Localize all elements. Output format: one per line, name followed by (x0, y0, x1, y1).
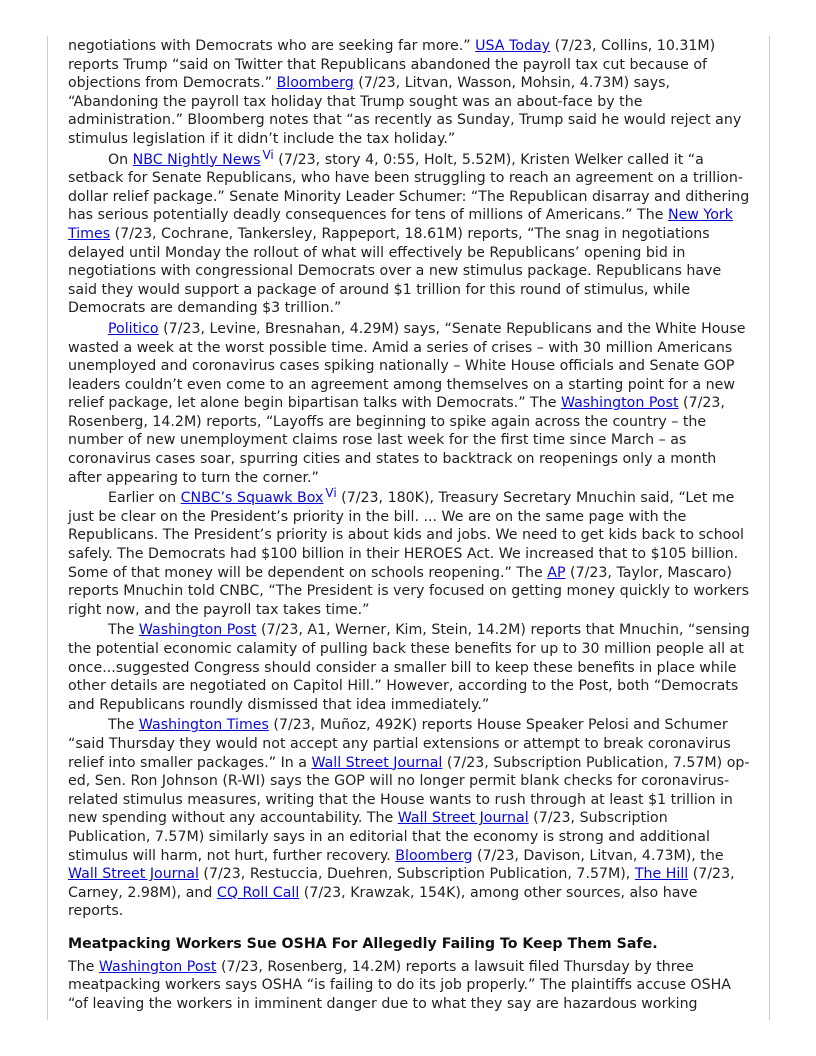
link-wall-street-journal[interactable]: Wall Street Journal (397, 810, 529, 827)
link-washington-post[interactable]: Washington Post (138, 622, 257, 639)
video-indicator-icon[interactable]: Vi (325, 486, 337, 501)
link-usa-today[interactable]: USA Today (475, 38, 551, 54)
link-ap[interactable]: AP (547, 564, 566, 581)
paragraph-meatpacking: The Washington Post (7/23, Rosenberg, 14.2M) reports a lawsuit filed Thursday by three meatpacking workers says OSHA “is failing to do its job properly.” The plaintiffs accuse OSHA “of leaving the workers in imminent danger due to what they say are hazardous working (68, 958, 731, 1012)
section-heading: Meatpacking Workers Sue OSHA For Allegedly Failing To Keep Them Safe. (68, 935, 658, 952)
paragraph-pelosi-schumer: The Washington Times (7/23, Muñoz, 492K) reports House Speaker Pelosi and Schumer “said Thursday they would not accept any partial extensions or attempt to break coronavirus relief into smaller packages.” In a Wall Street Journal (7/23, Subscription Publication, 7.57M) op-ed, Sen. Ron Johnson (R-WI) says the GOP will no longer permit blank checks for coronavirus-related stimulus measures, writing that the House wants to rush through at least $1 trillion in new spending without any accountability. The Wall Street Journal (7/23, Subscription Publication, 7.57M) similarly says in an editorial that the economy is strong and additional stimulus will harm, not hurt, further recovery. Bloomberg (7/23, Davison, Litvan, 4.73M), the Wall Street Journal (7/23, Restuccia, Duehren, Subscription Publication, 7.57M), The Hill (7/23, Carney, 2.98M), and CQ Roll Call (7/23, Krawzak, 154K), among other sources, also have reports. (68, 717, 750, 920)
link-washington-post[interactable]: Washington Post (560, 395, 679, 412)
link-cnbc-squawk-box[interactable]: CNBC’s Squawk Box (180, 490, 324, 507)
paragraph-mnuchin: The Washington Post (7/23, A1, Werner, Kim, Stein, 14.2M) reports that Mnuchin, “sensing the potential economic calamity of pulling back these benefits for up to 30 million people all at once...suggested Congress should consider a smaller bill to keep these benefits in place while other details are negotiated on Capitol Hill.” However, according to the Post, both “Democrats and Republicans roundly dismissed that idea immediately.” (68, 622, 750, 713)
link-washington-times[interactable]: Washington Times (138, 717, 269, 734)
link-new-york-times[interactable]: New York Times (68, 207, 733, 242)
video-indicator-icon[interactable]: Vi (262, 147, 274, 162)
paragraph-politico: Politico (7/23, Levine, Bresnahan, 4.29M) says, “Senate Republicans and the White House wasted a week at the worst possible time. Amid a series of crises – with 30 million Americans unemployed and coronavirus cases spiking nationally – White House officials and Senate GOP leaders couldn’t even come to an agreement among themselves on a starting point for a new relief package, let alone begin bipartisan talks with Democrats.” The Washington Post (7/23, Rosenberg, 14.2M) reports, “Layoffs are beginning to spike again across the country – the number of new unemployment claims rose last week for the first time since March – as coronavirus cases soar, spurring cities and states to backtrack on reopenings only a month after appearing to turn the corner.” (68, 320, 746, 486)
link-nbc-nightly-news[interactable]: NBC Nightly News (132, 151, 261, 168)
link-bloomberg[interactable]: Bloomberg (276, 75, 354, 92)
link-washington-post[interactable]: Washington Post (98, 958, 217, 975)
paragraph-nbc: On NBC Nightly News $^{Vi}$ (7/23, story 4, 0:55, Holt, 5.52M), Kristen Welker called it “a setback for Senate Republicans, who have been struggling to reach an agreement on a trillion-dollar relief package.” Senate Minority Leader Schumer: “The Republican disarray and dithering has serious potentially deadly consequences for tens of millions of Americans.” The New York Times (7/23, Cochrane, Tankersley, Rappeport, 18.61M) reports, “The snag in negotiations delayed until Monday the rollout of what will effectively be Republicans’ opening bid in negotiations with congressional Democrats over a new stimulus package. Republicans have said they would support a package of around $1 trillion for this round of stimulus, while Democrats are demanding $3 trillion.” (68, 147, 750, 317)
link-bloomberg[interactable]: Bloomberg (395, 847, 473, 864)
link-the-hill[interactable]: The Hill (634, 866, 689, 883)
paragraph-cnbc: Earlier on CNBC’s Squawk Box $^{Vi}$ (7/23, 180K), Treasury Secretary Mnuchin said, “Let me just be clear on the President’s priority in the bill. ... We are on the same page with the Republicans. The President’s priority is about kids and jobs. We need to get kids back to school safely. The Democrats had $100 billion in their HEROES Act. We increased that to $105 billion. Some of that money will be dependent on schools reopening.” The AP (7/23, Taylor, Mascaro) reports Mnuchin told CNBC, “The President is very focused on getting money quickly to workers right now, and the payroll tax takes time.” (68, 486, 750, 618)
link-politico[interactable]: Politico (108, 320, 159, 337)
article-body (68, 37, 750, 1015)
paragraph-payroll-tax: negotiations with Democrats who are seeking far more.” USA Today (7/23, Collins, 10.31M) reports Trump “said on Twitter that Republicans abandoned the payroll tax cut because of objections from Democrats.” Bloomberg (7/23, Litvan, Wasson, Mohsin, 4.73M) says, “Abandoning the payroll tax holiday that Trump sought was an about-face by the administration.” Bloomberg notes that “as recently as Sunday, Trump said he would reject any stimulus legislation if it didn’t include the tax holiday.” (68, 38, 742, 147)
link-wall-street-journal[interactable]: Wall Street Journal (311, 754, 443, 771)
link-cq-roll-call[interactable]: CQ Roll Call (216, 884, 300, 901)
link-wall-street-journal[interactable]: Wall Street Journal (68, 866, 199, 883)
